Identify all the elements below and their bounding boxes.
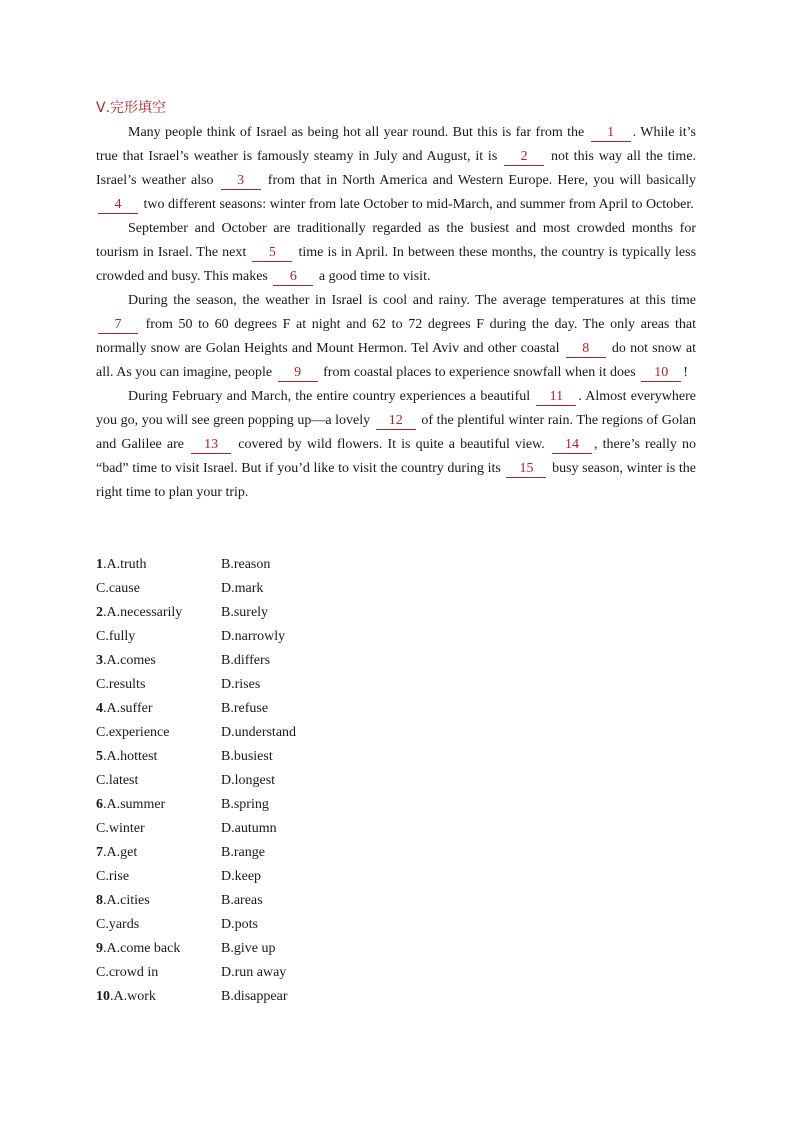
blank-4: 4 xyxy=(98,196,138,214)
question-6-row-ab xyxy=(96,793,346,817)
text: of the plentiful winter rain. The regions of Golan and Galilee are xyxy=(96,413,697,452)
question-7-row-cd xyxy=(96,865,346,889)
text: from coastal places to experience snowfall when it does xyxy=(323,365,636,380)
question-number: 6 xyxy=(96,797,103,812)
option-a[interactable] xyxy=(96,697,221,721)
option-c[interactable]: C.experience xyxy=(96,725,170,740)
text: covered by wild flowers. It is quite a beautiful view. xyxy=(238,437,545,452)
option-b[interactable]: B.busiest xyxy=(221,749,273,764)
question-8-row-ab xyxy=(96,889,346,913)
question-1-row-cd xyxy=(96,577,346,601)
question-2-row-cd xyxy=(96,625,346,649)
option-d[interactable]: D.pots xyxy=(221,917,258,932)
blank-9: 9 xyxy=(278,364,318,382)
option-a-text: .A.comes xyxy=(103,653,156,668)
question-10-row-ab xyxy=(96,985,346,1009)
text: During February and March, the entire country experiences a beautiful xyxy=(128,389,531,404)
blank-2: 2 xyxy=(504,148,544,166)
option-a[interactable] xyxy=(96,937,221,961)
blank-3: 3 xyxy=(221,172,261,190)
option-b[interactable]: B.refuse xyxy=(221,701,269,716)
question-6-row-cd xyxy=(96,817,346,841)
option-b[interactable]: B.disappear xyxy=(221,989,288,1004)
blank-13: 13 xyxy=(191,436,231,454)
text: from 50 to 60 degrees F at night and 62 to 72 degrees F during the day. The only areas that normally snow are Golan Heights and Mount Hermon. Tel Aviv and other coastal xyxy=(96,317,697,356)
option-b[interactable]: B.reason xyxy=(221,557,271,572)
option-c[interactable]: C.winter xyxy=(96,821,145,836)
question-4-row-ab xyxy=(96,697,346,721)
blank-5: 5 xyxy=(252,244,292,262)
question-1-row-ab xyxy=(96,553,346,577)
question-number: 9 xyxy=(96,941,103,956)
option-a-text: .A.suffer xyxy=(103,701,153,716)
option-d[interactable]: D.keep xyxy=(221,869,262,884)
paragraph-4 xyxy=(96,385,696,505)
option-d[interactable]: D.run away xyxy=(221,965,287,980)
option-a-text: .A.summer xyxy=(103,797,166,812)
option-a-text: .A.hottest xyxy=(103,749,158,764)
text: . Almost everywhere you go, you will see green popping up—a lovely xyxy=(96,389,697,428)
question-9-row-ab xyxy=(96,937,346,961)
question-9-row-cd xyxy=(96,961,346,985)
option-c[interactable]: C.crowd in xyxy=(96,965,159,980)
question-2-row-ab xyxy=(96,601,346,625)
option-a-text: .A.work xyxy=(110,989,156,1004)
option-b[interactable]: B.spring xyxy=(221,797,269,812)
option-c[interactable]: C.rise xyxy=(96,869,130,884)
option-a-text: .A.necessarily xyxy=(103,605,183,620)
option-a-text: .A.get xyxy=(103,845,138,860)
option-c[interactable]: C.latest xyxy=(96,773,139,788)
paragraph-1 xyxy=(96,121,696,217)
text: a good time to visit. xyxy=(318,269,431,284)
blank-10: 10 xyxy=(641,364,681,382)
paragraph-2 xyxy=(96,217,696,289)
question-3-row-cd xyxy=(96,673,346,697)
option-d[interactable]: D.understand xyxy=(221,725,297,740)
option-b[interactable]: B.surely xyxy=(221,605,269,620)
option-a[interactable] xyxy=(96,985,221,1009)
question-5-row-cd xyxy=(96,769,346,793)
option-b[interactable]: B.areas xyxy=(221,893,263,908)
text: . While it’s true that Israel’s weather is famously steamy in July and August, it is xyxy=(96,125,697,164)
text: , there’s really no “bad” time to visit Israel. But if you’d like to visit the country during its xyxy=(96,437,697,476)
question-5-row-ab xyxy=(96,745,346,769)
text: two different seasons: winter from late October to mid-March, and summer from April to October. xyxy=(143,197,694,212)
option-d[interactable]: D.mark xyxy=(221,581,264,596)
text: ! xyxy=(683,365,688,380)
text: During the season, the weather in Israel is cool and rainy. The average temperatures at this time xyxy=(128,293,696,308)
text: do not snow at all. As you can imagine, people xyxy=(96,341,697,380)
option-b[interactable]: B.differs xyxy=(221,653,271,668)
question-number: 1 xyxy=(96,557,103,572)
question-number: 3 xyxy=(96,653,103,668)
option-a-text: .A.come back xyxy=(103,941,181,956)
option-a-text: .A.truth xyxy=(103,557,147,572)
option-a[interactable] xyxy=(96,889,221,913)
answer-options xyxy=(96,553,346,1009)
question-8-row-cd xyxy=(96,913,346,937)
option-a-text: .A.cities xyxy=(103,893,150,908)
question-number: 4 xyxy=(96,701,103,716)
section-title: Ⅴ.完形填空 xyxy=(96,100,167,116)
option-c[interactable]: C.cause xyxy=(96,581,140,596)
option-c[interactable]: C.results xyxy=(96,677,146,692)
option-a[interactable] xyxy=(96,745,221,769)
option-d[interactable]: D.narrowly xyxy=(221,629,286,644)
option-b[interactable]: B.range xyxy=(221,845,265,860)
blank-1: 1 xyxy=(591,124,631,142)
question-number: 10 xyxy=(96,989,110,1004)
blank-14: 14 xyxy=(552,436,592,454)
option-c[interactable]: C.yards xyxy=(96,917,140,932)
option-d[interactable]: D.autumn xyxy=(221,821,277,836)
paragraph-3 xyxy=(96,289,696,385)
question-7-row-ab xyxy=(96,841,346,865)
option-d[interactable]: D.longest xyxy=(221,773,276,788)
cloze-passage xyxy=(96,121,696,505)
blank-6: 6 xyxy=(273,268,313,286)
text: time is in April. In between these months, the country is typically less crowded and busy. This makes xyxy=(96,245,697,284)
option-c[interactable]: C.fully xyxy=(96,629,136,644)
question-number: 7 xyxy=(96,845,103,860)
text: not this way all the time. Israel’s weather also xyxy=(96,149,697,188)
question-3-row-ab xyxy=(96,649,346,673)
question-number: 8 xyxy=(96,893,103,908)
option-a[interactable] xyxy=(96,553,221,577)
option-d[interactable]: D.rises xyxy=(221,677,261,692)
option-a[interactable] xyxy=(96,841,221,865)
option-b[interactable]: B.give up xyxy=(221,941,276,956)
blank-11: 11 xyxy=(536,388,576,406)
question-number: 2 xyxy=(96,605,103,620)
option-a[interactable] xyxy=(96,793,221,817)
blank-15: 15 xyxy=(506,460,546,478)
blank-8: 8 xyxy=(566,340,606,358)
text: busy season, winter is the right time to plan your trip. xyxy=(96,461,697,500)
text: from that in North America and Western Europe. Here, you will basically xyxy=(267,173,696,188)
option-a[interactable] xyxy=(96,601,221,625)
blank-7: 7 xyxy=(98,316,138,334)
text: Many people think of Israel as being hot all year round. But this is far from the xyxy=(128,125,585,140)
option-a[interactable] xyxy=(96,649,221,673)
text: September and October are traditionally regarded as the busiest and most crowded months for tourism in Israel. The next xyxy=(96,221,696,260)
blank-12: 12 xyxy=(376,412,416,430)
question-4-row-cd xyxy=(96,721,346,745)
question-number: 5 xyxy=(96,749,103,764)
